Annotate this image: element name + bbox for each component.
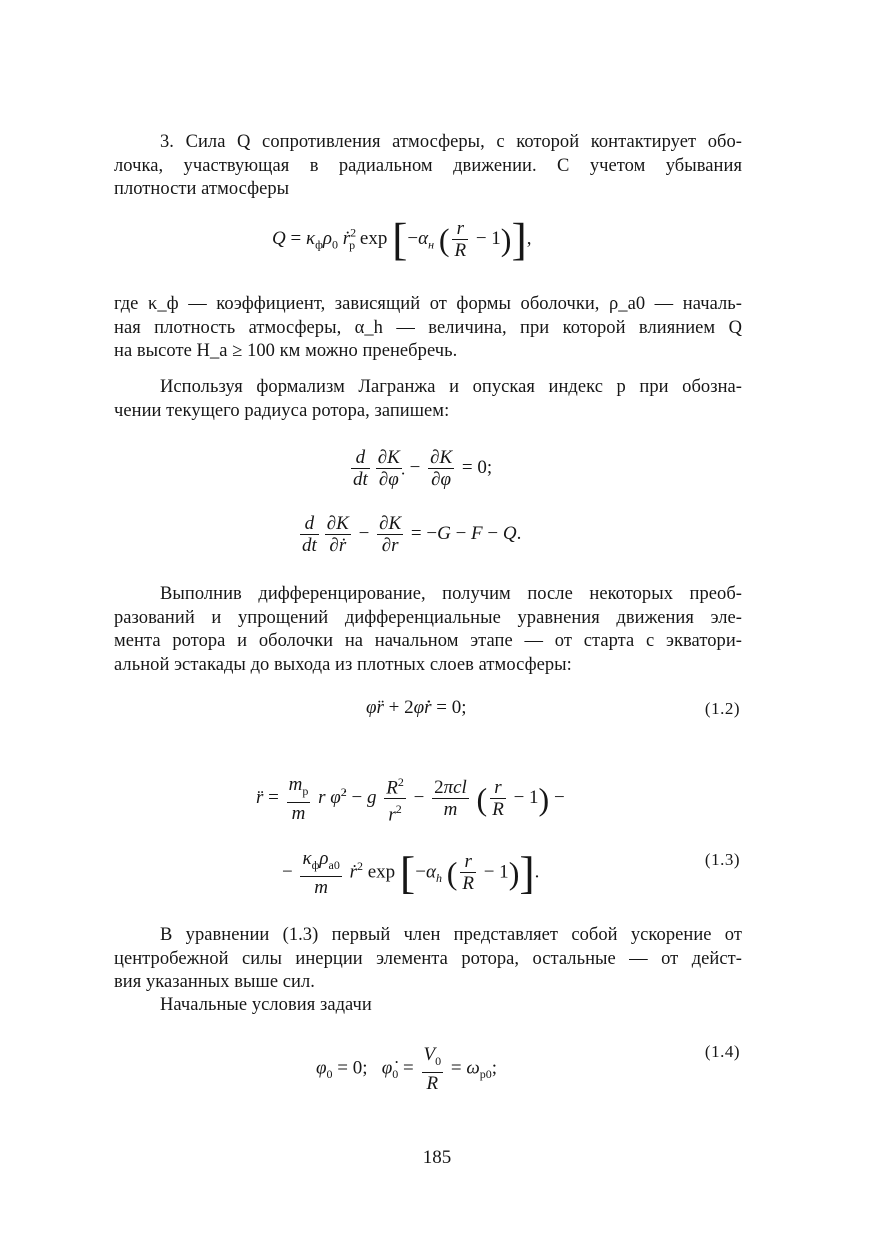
equation-drag-force: $Q = \kappa_ф\rho_0$ ṙ$^2_р$ $\exp [-\alpha_н$ ( $\frac{r}{R}$ − 1)], [272, 213, 532, 265]
text-line: мента ротора и оболочки на начальном этапе — от старта с экватори- [114, 631, 742, 651]
equation-lagrange-phi: $\frac{d}{dt}$ $\frac{\partial K}{\partial\varphi̇}$ − $\frac{\partial K}{\partial\varphi}$ = 0; [353, 447, 493, 490]
equation-1-2: φ̈r + 2φ̇ṙ = 0; [366, 697, 467, 718]
paragraph-initial-conditions [114, 994, 742, 1018]
text-line: разований и упрощений дифференциальные уравнения движения эле- [114, 607, 742, 628]
text-line: 3. Сила Q сопротивления атмосферы, с которой контактирует обо- [160, 132, 742, 152]
equation-number-1-2: (1.2) [704, 699, 740, 718]
text-line: центробежной силы инерции элемента ротора, остальные — от дейст- [114, 948, 742, 969]
equation-1-3-line1: r̈ = $\frac{m_p}{m}$ r φ̇$^2$ − g $\frac{R^2}{r^2}$ − $\frac{\text{2πcl}}{m}$ ( $\frac{r}{R}$ − 1) − [256, 773, 565, 826]
text-line: альной эстакады до выхода из плотных слоев атмосферы: [114, 654, 572, 675]
text-line: В уравнении (1.3) первый член представляет собой ускорение от [160, 925, 742, 945]
text-line: на высоте H_a ≥ 100 км можно пренебречь. [114, 341, 458, 361]
text-line: Выполнив дифференцирование, получим после некоторых преоб- [160, 584, 742, 604]
text-line: чении текущего радиуса ротора, запишем: [114, 400, 450, 421]
text-line: ная плотность атмосферы, α_h — величина, при которой влиянием Q [114, 317, 742, 338]
text-line: лочка, участвующая в радиальном движении. С учетом убывания [114, 155, 742, 176]
page-number: 185 [422, 1147, 452, 1168]
paragraph-centrifugal [114, 924, 742, 995]
equation-1-4: $\varphi_0 = 0$; $\varphi̇_0$ = $\frac{V_0}{R}$ = $\omega_{р0}$; [316, 1044, 498, 1094]
equation-number-1-4: (1.4) [704, 1042, 740, 1061]
text-line: Используя формализм Лагранжа и опуская индекс р при обозна- [160, 377, 742, 397]
text-line: Начальные условия задачи [160, 995, 372, 1015]
equation-1-3-line2: − $\frac{\kappa_ф\rho_{a0}}{m}$ ṙ$^2$ $\exp [-\alpha_h$ ( $\frac{r}{R}$ − 1)]. [282, 846, 540, 898]
equation-lagrange-r: $\frac{d}{dt}$ $\frac{\partial K}{\text{∂ṙ}}$ − $\frac{\partial K}{\partial r}$ = −G − F − Q. [302, 513, 522, 556]
text-line: вия указанных выше сил. [114, 972, 315, 992]
paragraph-atmosphere-drag [114, 131, 742, 202]
paragraph-coefficients [114, 293, 742, 364]
text-line: где κ_ф — коэффициент, зависящий от формы оболочки, ρ_a0 — началь- [114, 294, 742, 314]
text-line: плотности атмосферы [114, 179, 290, 199]
paragraph-lagrange [114, 376, 742, 423]
equation-number-1-3: (1.3) [704, 850, 740, 869]
paragraph-differentiation [114, 583, 742, 677]
